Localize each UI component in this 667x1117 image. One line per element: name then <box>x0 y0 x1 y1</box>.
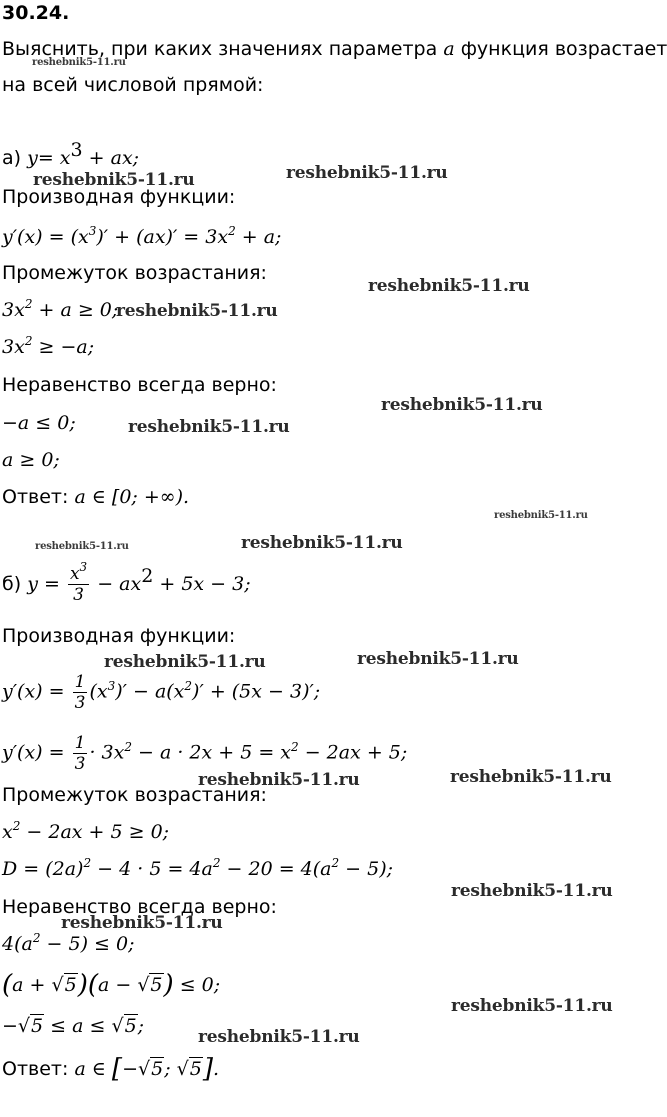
problem-statement-line2: на всей числовой прямой: <box>2 74 264 96</box>
part-a-interval-heading: Промежуток возрастания: <box>2 262 267 284</box>
part-a-condition-1: −a ≤ 0; <box>2 412 76 434</box>
problem-statement-line1: Выяснить, при каких значениях параметра a функция возрастает <box>2 38 667 60</box>
part-a-derivative-heading: Производная функции: <box>2 186 236 208</box>
sqrt-symbol: √5 <box>176 1058 202 1080</box>
watermark: reshebnik5-11.ru <box>451 881 613 901</box>
watermark: reshebnik5-11.ru <box>198 770 360 790</box>
watermark: reshebnik5-11.ru <box>494 510 588 521</box>
sqrt-symbol: √5 <box>51 974 77 996</box>
watermark: reshebnik5-11.ru <box>116 301 278 321</box>
part-b-condition-1: $4(a^2 - 5) \le 0$; <box>2 931 135 955</box>
part-b-always-heading: Неравенство всегда верно: <box>2 896 277 918</box>
part-a-function: а) $y= x^3$ + ax; <box>2 139 140 169</box>
part-a-inequality-2: $3x^2 \ge -a$; <box>2 334 95 358</box>
watermark: reshebnik5-11.ru <box>104 652 266 672</box>
watermark: reshebnik5-11.ru <box>368 276 530 296</box>
part-a-condition-2: a ≥ 0; <box>2 449 60 471</box>
watermark: reshebnik5-11.ru <box>198 1027 360 1047</box>
part-b-inequality: $x^2 - 2ax + 5 \ge 0$; <box>2 819 170 843</box>
part-b-interval-heading: Промежуток возрастания: <box>2 784 267 806</box>
sqrt-symbol: √5 <box>137 974 163 996</box>
watermark: reshebnik5-11.ru <box>357 649 519 669</box>
fraction-one-third: $\frac{1}{3}$ <box>74 672 86 713</box>
watermark: reshebnik5-11.ru <box>286 163 448 183</box>
sqrt-symbol: √5 <box>111 1015 137 1037</box>
problem-number: 30.24. <box>2 2 70 24</box>
part-b-function: б) y = $\frac{x^3}{3}$ − $ax^2 + 5x - 3$; <box>2 560 251 605</box>
part-b-answer-value: a ∈ [−√5; √5]. <box>74 1054 220 1084</box>
part-b-derivative-2: y′(x) = $\frac{1}{3}$ · $3x^2 - a \cdot 2x + 5 = x^2 - 2ax + 5$; <box>2 733 408 774</box>
sqrt-symbol: √5 <box>17 1015 44 1037</box>
watermark: reshebnik5-11.ru <box>61 913 223 933</box>
part-b-derivative-1: y′(x) = $\frac{1}{3}$ $(x^3)' - a(x^2)' + (5x - 3)'$; <box>2 672 321 713</box>
watermark: reshebnik5-11.ru <box>35 541 129 552</box>
sqrt-symbol: √5 <box>138 1058 164 1080</box>
part-b-answer: Ответ: a ∈ [−√5; √5]. <box>2 1054 220 1084</box>
part-b-condition-3: −√5 ≤ a ≤ √5; <box>2 1015 145 1037</box>
watermark: reshebnik5-11.ru <box>33 170 195 190</box>
watermark: reshebnik5-11.ru <box>450 767 612 787</box>
part-a-answer-value: a ∈ [0; +∞). <box>74 486 190 508</box>
part-b-derivative-heading: Производная функции: <box>2 625 236 647</box>
watermark: reshebnik5-11.ru <box>32 57 126 68</box>
part-b-condition-2: (a + √5)(a − √5) ≤ 0; <box>2 970 221 1000</box>
watermark: reshebnik5-11.ru <box>128 417 290 437</box>
watermark: reshebnik5-11.ru <box>451 996 613 1016</box>
fraction-x3-over-3: $\frac{x^3}{3}$ <box>69 560 88 605</box>
part-a-always-heading: Неравенство всегда верно: <box>2 374 277 396</box>
part-a-inequality-1: $3x^2 + a \ge 0$; <box>2 297 119 321</box>
watermark: reshebnik5-11.ru <box>241 533 403 553</box>
fraction-one-third: $\frac{1}{3}$ <box>74 733 86 774</box>
part-a-answer: Ответ: a ∈ [0; +∞). <box>2 486 190 508</box>
part-a-derivative: $y'(x) = (x^3)' + (ax)' = 3x^2 + a$; <box>2 224 282 248</box>
part-b-discriminant: $D = (2a)^2 - 4 \cdot 5 = 4a^2 - 20 = 4(a^2 - 5)$; <box>2 856 394 880</box>
watermark: reshebnik5-11.ru <box>381 395 543 415</box>
